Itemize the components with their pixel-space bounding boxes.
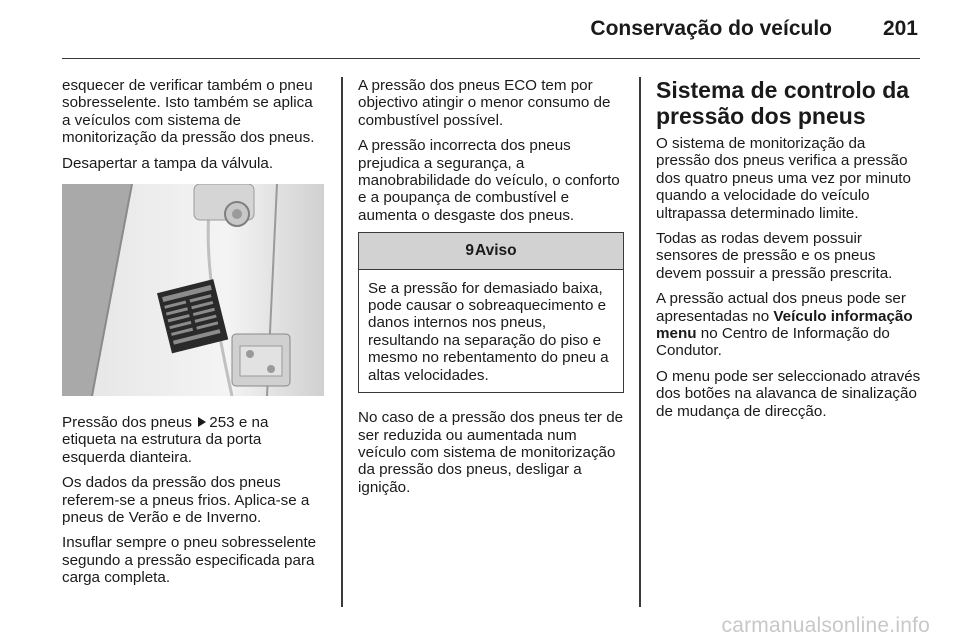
col3-paragraph-1: O sistema de monitorização da pressão dos pneus verifica a pressão dos quatro pneus uma vez por minuto quando a velocidade do veículo ultrapassa determinado limite. bbox=[656, 135, 911, 222]
col3-p3-text-1: A pressão actual dos pneus pode ser apresentadas no bbox=[656, 290, 906, 325]
photo-caption bbox=[62, 414, 324, 466]
warning-header bbox=[359, 233, 623, 269]
col2-paragraph-1: A pressão dos pneus ECO tem por objectivo atingir o menor consumo de combustível possível. bbox=[358, 77, 611, 129]
page-header bbox=[62, 0, 920, 59]
column-3 bbox=[656, 77, 922, 428]
warning-title: Aviso bbox=[474, 242, 517, 260]
col1-paragraph-3: Os dados da pressão dos pneus referem-se a pneus frios. Aplica-se a pneus de Verão e de Inverno. bbox=[62, 474, 310, 527]
door-pillar-tire-label-photo bbox=[62, 184, 324, 396]
col3-paragraph-4: O menu pode ser seleccionado através dos botões na alavanca de sinalização de mudança de direcção. bbox=[656, 367, 921, 420]
caption-text-1: Pressão dos pneus bbox=[62, 414, 193, 432]
section-title: Sistema de controlo da pressão dos pneus bbox=[656, 77, 910, 129]
col3-paragraph-2: Todas as rodas devem possuir sensores de pressão e os pneus devem possuir a pressão prescrita. bbox=[656, 230, 893, 282]
caption-ref-page: 253 bbox=[209, 414, 235, 432]
watermark: carmanualsonline.info bbox=[721, 614, 930, 637]
col2-paragraph-2: A pressão incorrecta dos pneus prejudica a segurança, a manobrabilidade do veículo, o conforto e a poupança de combustível e aumenta o desgaste dos pneus. bbox=[358, 137, 620, 224]
warning-box bbox=[358, 232, 624, 393]
col3-p3-text-2: no Centro de Informação do Condutor. bbox=[656, 325, 890, 360]
col1-paragraph-4: Insuflar sempre o pneu sobresselente segundo a pressão especificada para carga completa. bbox=[62, 534, 317, 587]
page-number: 201 bbox=[882, 17, 918, 40]
col1-paragraph-1: esquecer de verificar também o pneu sobresselente. Isto também se aplica a veículos com sistema de monitorização da pressão dos pneus. bbox=[62, 77, 315, 147]
warning-text: Se a pressão for demasiado baixa, pode causar o sobreaquecimento e danos internos nos pneus, resultando na separação do piso e mesmo no rebentamento do pneu a altas velocidades. bbox=[368, 279, 609, 384]
col2-paragraph-3: No caso de a pressão dos pneus ter de ser reduzida ou aumentada num veículo com sistema de monitorização da pressão dos pneus, desligar a ignição. bbox=[358, 409, 624, 496]
warning-icon: 9 bbox=[465, 242, 474, 260]
col1-paragraph-2: Desapertar a tampa da válvula. bbox=[62, 154, 274, 172]
column-1 bbox=[62, 77, 324, 595]
caption-text-2: e na etiqueta na estrutura da porta esquerda dianteira. bbox=[62, 414, 269, 466]
page-title: Conservação do veículo bbox=[590, 17, 832, 40]
column-2 bbox=[358, 77, 624, 504]
col3-paragraph-3 bbox=[656, 290, 922, 360]
menu-name: Veículo informação menu bbox=[656, 307, 913, 343]
page-reference-icon bbox=[198, 417, 206, 427]
column-divider-2 bbox=[639, 77, 641, 607]
column-divider-1 bbox=[341, 77, 343, 607]
